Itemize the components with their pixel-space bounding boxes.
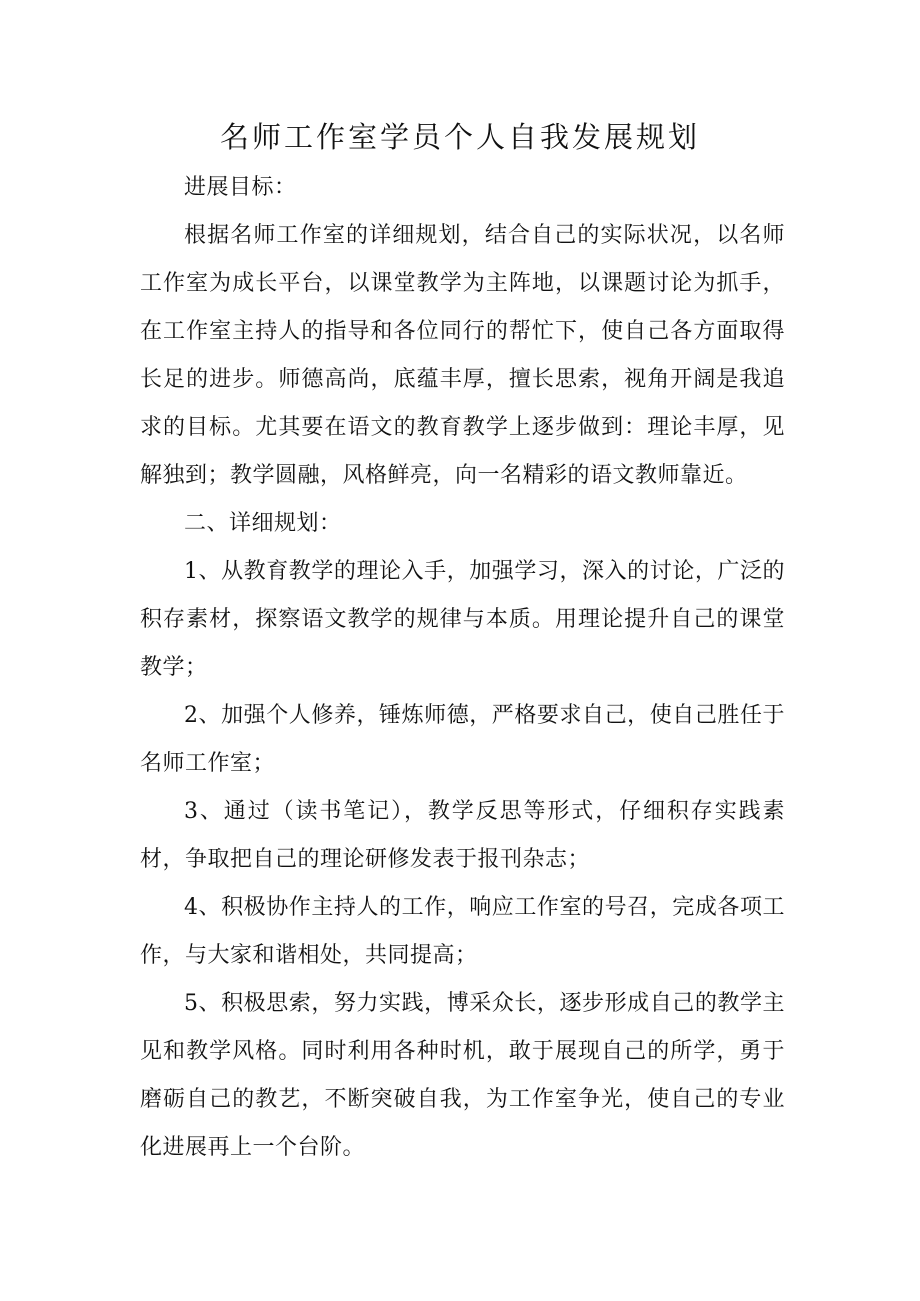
plan-item-1: 1、从教育教学的理论入手，加强学习，深入的讨论，广泛的积存素材，探察语文教学的规律与本质。用理论提升自己的课堂教学；: [140, 559, 785, 680]
plan-item-5: 5、积极思索，努力实践，博采众长，逐步形成自己的教学主见和教学风格。同时利用各种时机，敢于展现自己的所学，勇于磨砺自己的教艺，不断突破自我，为工作室争光，使自己的专业化进展再上一个台阶。: [140, 991, 785, 1160]
plan-item-2: 2、加强个人修养，锤炼师德，严格要求自己，使自己胜任于名师工作室；: [140, 703, 785, 776]
section-heading-goal: 进展目标：: [184, 175, 297, 200]
section-heading-plan: 二、详细规划：: [184, 511, 342, 536]
plan-item-3: 3、通过（读书笔记），教学反思等形式，仔细积存实践素材，争取把自己的理论研修发表于报刊杂志；: [140, 799, 785, 872]
paragraph-goal-description: 根据名师工作室的详细规划，结合自己的实际状况，以名师工作室为成长平台，以课堂教学为主阵地，以课题讨论为抓手，在工作室主持人的指导和各位同行的帮忙下，使自己各方面取得长足的进步。师德高尚，底蕴丰厚，擅长思索，视角开阔是我追求的目标。尤其要在语文的教育教学上逐步做到：理论丰厚，见解独到；教学圆融，风格鲜亮，向一名精彩的语文教师靠近。: [140, 223, 785, 488]
document-body: [140, 164, 785, 1172]
document-title: 名师工作室学员个人自我发展规划: [219, 120, 700, 154]
plan-item-4: 4、积极协作主持人的工作，响应工作室的号召，完成各项工作，与大家和谐相处，共同提高；: [140, 895, 785, 968]
